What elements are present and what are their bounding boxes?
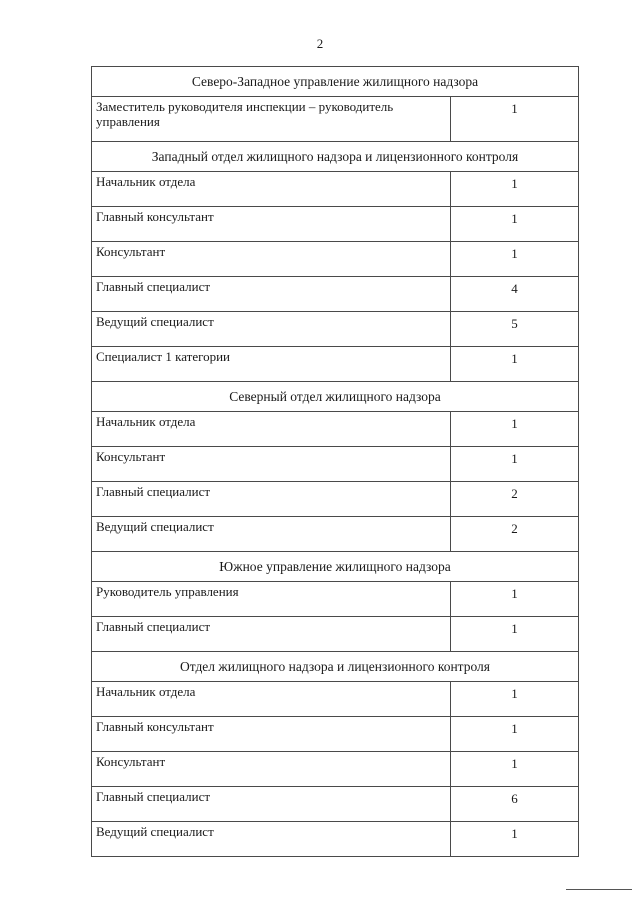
- position-cell: Консультант: [92, 752, 451, 787]
- position-cell: Начальник отдела: [92, 412, 451, 447]
- count-cell: 1: [451, 412, 579, 447]
- section-header-row: [92, 652, 579, 682]
- table-row: [92, 682, 579, 717]
- table-row: [92, 517, 579, 552]
- section-title: Северный отдел жилищного надзора: [92, 382, 579, 412]
- position-cell: Ведущий специалист: [92, 312, 451, 347]
- table-row: [92, 617, 579, 652]
- position-cell: Главный специалист: [92, 787, 451, 822]
- count-cell: 1: [451, 752, 579, 787]
- position-cell: Заместитель руководителя инспекции – руководитель управления: [92, 97, 451, 142]
- position-cell: Главный консультант: [92, 717, 451, 752]
- count-cell: 1: [451, 242, 579, 277]
- section-title: Западный отдел жилищного надзора и лицензионного контроля: [92, 142, 579, 172]
- position-cell: Консультант: [92, 242, 451, 277]
- staffing-table: [91, 66, 579, 857]
- position-cell: Главный специалист: [92, 617, 451, 652]
- section-title: Северо-Западное управление жилищного надзора: [92, 67, 579, 97]
- table-row: [92, 717, 579, 752]
- table-row: [92, 482, 579, 517]
- table-row: [92, 752, 579, 787]
- count-cell: 1: [451, 822, 579, 857]
- table-row: [92, 787, 579, 822]
- page-number: 2: [316, 36, 324, 51]
- count-cell: 6: [451, 787, 579, 822]
- section-header-row: [92, 67, 579, 97]
- table-row: [92, 242, 579, 277]
- position-cell: Специалист 1 категории: [92, 347, 451, 382]
- count-cell: 2: [451, 482, 579, 517]
- table-row: [92, 312, 579, 347]
- table-row: [92, 97, 579, 142]
- position-cell: Главный специалист: [92, 277, 451, 312]
- count-cell: 1: [451, 717, 579, 752]
- count-cell: 1: [451, 97, 579, 142]
- position-cell: Начальник отдела: [92, 682, 451, 717]
- count-cell: 2: [451, 517, 579, 552]
- table-row: [92, 207, 579, 242]
- footer-rule: [566, 889, 632, 890]
- position-cell: Начальник отдела: [92, 172, 451, 207]
- table-row: [92, 347, 579, 382]
- table-row: [92, 277, 579, 312]
- count-cell: 1: [451, 582, 579, 617]
- table-row: [92, 412, 579, 447]
- count-cell: 1: [451, 172, 579, 207]
- table-row: [92, 822, 579, 857]
- table-row: [92, 582, 579, 617]
- position-cell: Руководитель управления: [92, 582, 451, 617]
- table-row: [92, 447, 579, 482]
- count-cell: 1: [451, 347, 579, 382]
- count-cell: 5: [451, 312, 579, 347]
- position-cell: Главный консультант: [92, 207, 451, 242]
- section-header-row: [92, 142, 579, 172]
- position-cell: Ведущий специалист: [92, 822, 451, 857]
- section-title: Южное управление жилищного надзора: [92, 552, 579, 582]
- position-cell: Главный специалист: [92, 482, 451, 517]
- section-title: Отдел жилищного надзора и лицензионного контроля: [92, 652, 579, 682]
- section-header-row: [92, 552, 579, 582]
- count-cell: 1: [451, 617, 579, 652]
- count-cell: 1: [451, 207, 579, 242]
- table-row: [92, 172, 579, 207]
- count-cell: 4: [451, 277, 579, 312]
- position-cell: Консультант: [92, 447, 451, 482]
- count-cell: 1: [451, 682, 579, 717]
- position-cell: Ведущий специалист: [92, 517, 451, 552]
- section-header-row: [92, 382, 579, 412]
- count-cell: 1: [451, 447, 579, 482]
